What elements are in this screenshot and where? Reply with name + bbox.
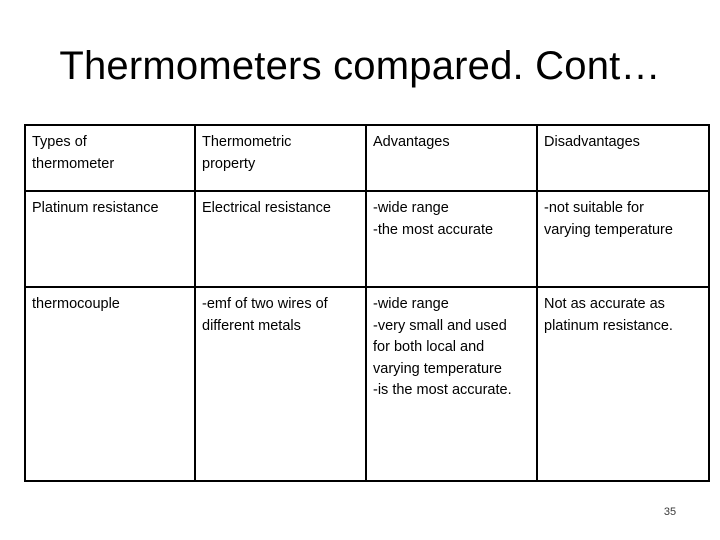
cell-type: thermocouple <box>25 287 195 481</box>
header-cell-property: Thermometric property <box>195 125 366 191</box>
page-number: 35 <box>663 506 677 518</box>
cell-disadvantages: -not suitable for varying temperature <box>537 191 709 287</box>
table-row <box>25 191 709 287</box>
header-cell-advantages: Advantages <box>366 125 537 191</box>
cell-advantages: -wide range -very small and used for both local and varying temperature -is the most accurate. <box>366 287 537 481</box>
header-cell-disadvantages: Disadvantages <box>537 125 709 191</box>
slide-title: Thermometers compared. Cont… <box>59 44 661 88</box>
table-header-row <box>25 125 709 191</box>
cell-advantages: -wide range -the most accurate <box>366 191 537 287</box>
cell-property: Electrical resistance <box>195 191 366 287</box>
cell-property: -emf of two wires of different metals <box>195 287 366 481</box>
cell-disadvantages: Not as accurate as platinum resistance. <box>537 287 709 481</box>
table-row <box>25 287 709 481</box>
thermometer-comparison-table <box>24 124 710 482</box>
header-cell-types: Types of thermometer <box>25 125 195 191</box>
cell-type: Platinum resistance <box>25 191 195 287</box>
